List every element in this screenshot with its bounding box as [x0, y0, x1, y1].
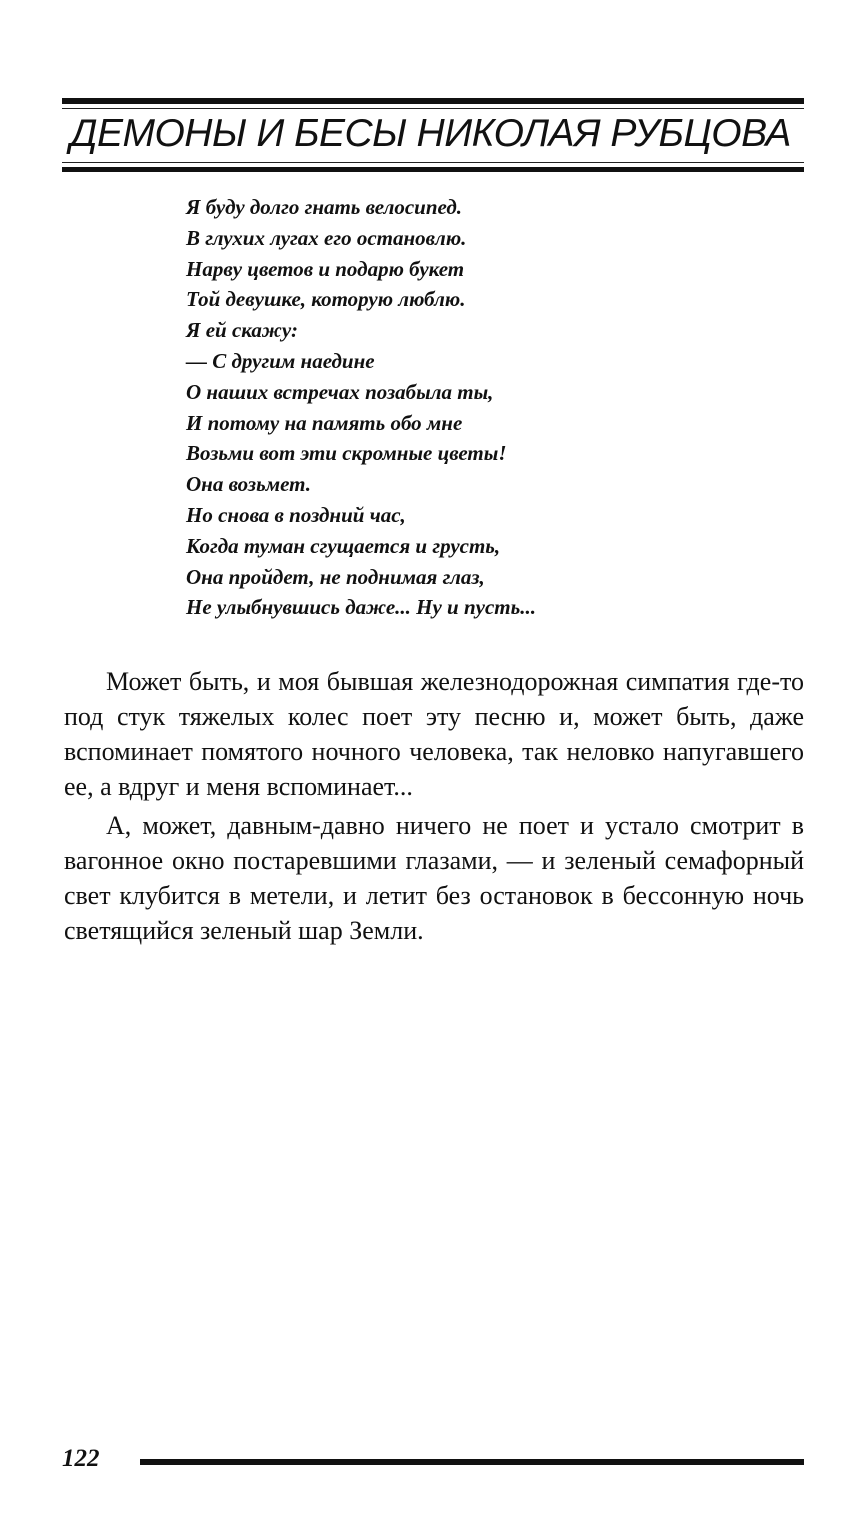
- poem-line: И потому на память обо мне: [186, 410, 463, 435]
- poem-line: Возьми вот эти скромные цветы!: [186, 441, 507, 466]
- header-rule-thick: [62, 98, 804, 104]
- poem-line: — С другим наедине: [186, 348, 375, 373]
- poem-line: Но снова в поздний час,: [186, 502, 406, 527]
- poem: [186, 192, 706, 623]
- page-number: 122: [62, 1445, 100, 1472]
- poem-line: Той девушке, которую люблю.: [186, 287, 466, 312]
- poem-line: Не улыбнувшись даже... Ну и пусть...: [186, 595, 536, 620]
- header-underline-thin: [62, 162, 804, 163]
- poem-line: О наших встречах позабыла ты,: [186, 379, 494, 404]
- poem-line: Я буду долго гнать велосипед.: [186, 195, 463, 219]
- poem-line: Она возьмет.: [186, 472, 311, 497]
- footer-rule: [140, 1459, 804, 1465]
- paragraph: А, может, давным-давно ничего не поет и устало смотрит в вагонное окно постаревшими глазами, — и зеленый семафорный свет клубится в метели, и летит без остановок в бессонную ночь светящийся зеленый шар Земли.: [64, 811, 804, 945]
- poem-line: Я ей скажу:: [186, 318, 298, 343]
- running-head: ДЕМОНЫ И БЕСЫ НИКОЛАЯ РУБЦОВА: [70, 112, 791, 155]
- paragraph: Может быть, и моя бывшая железнодорожная симпатия где-то под стук тяжелых колес поет эту песню и, может быть, даже вспоминает помятого ночного человека, так неловко напугавшего ее, а вдруг и меня вспоминает...: [64, 667, 804, 801]
- poem-line: В глухих лугах его остановлю.: [186, 225, 467, 250]
- header-underline-thick: [62, 167, 804, 172]
- poem-line: Когда туман сгущается и грусть,: [186, 533, 501, 558]
- poem-line: Нарву цветов и подарю букет: [186, 256, 465, 281]
- body-text: [64, 664, 804, 952]
- poem-line: Она пройдет, не поднимая глаз,: [186, 564, 485, 589]
- header-rule-thin: [62, 108, 804, 109]
